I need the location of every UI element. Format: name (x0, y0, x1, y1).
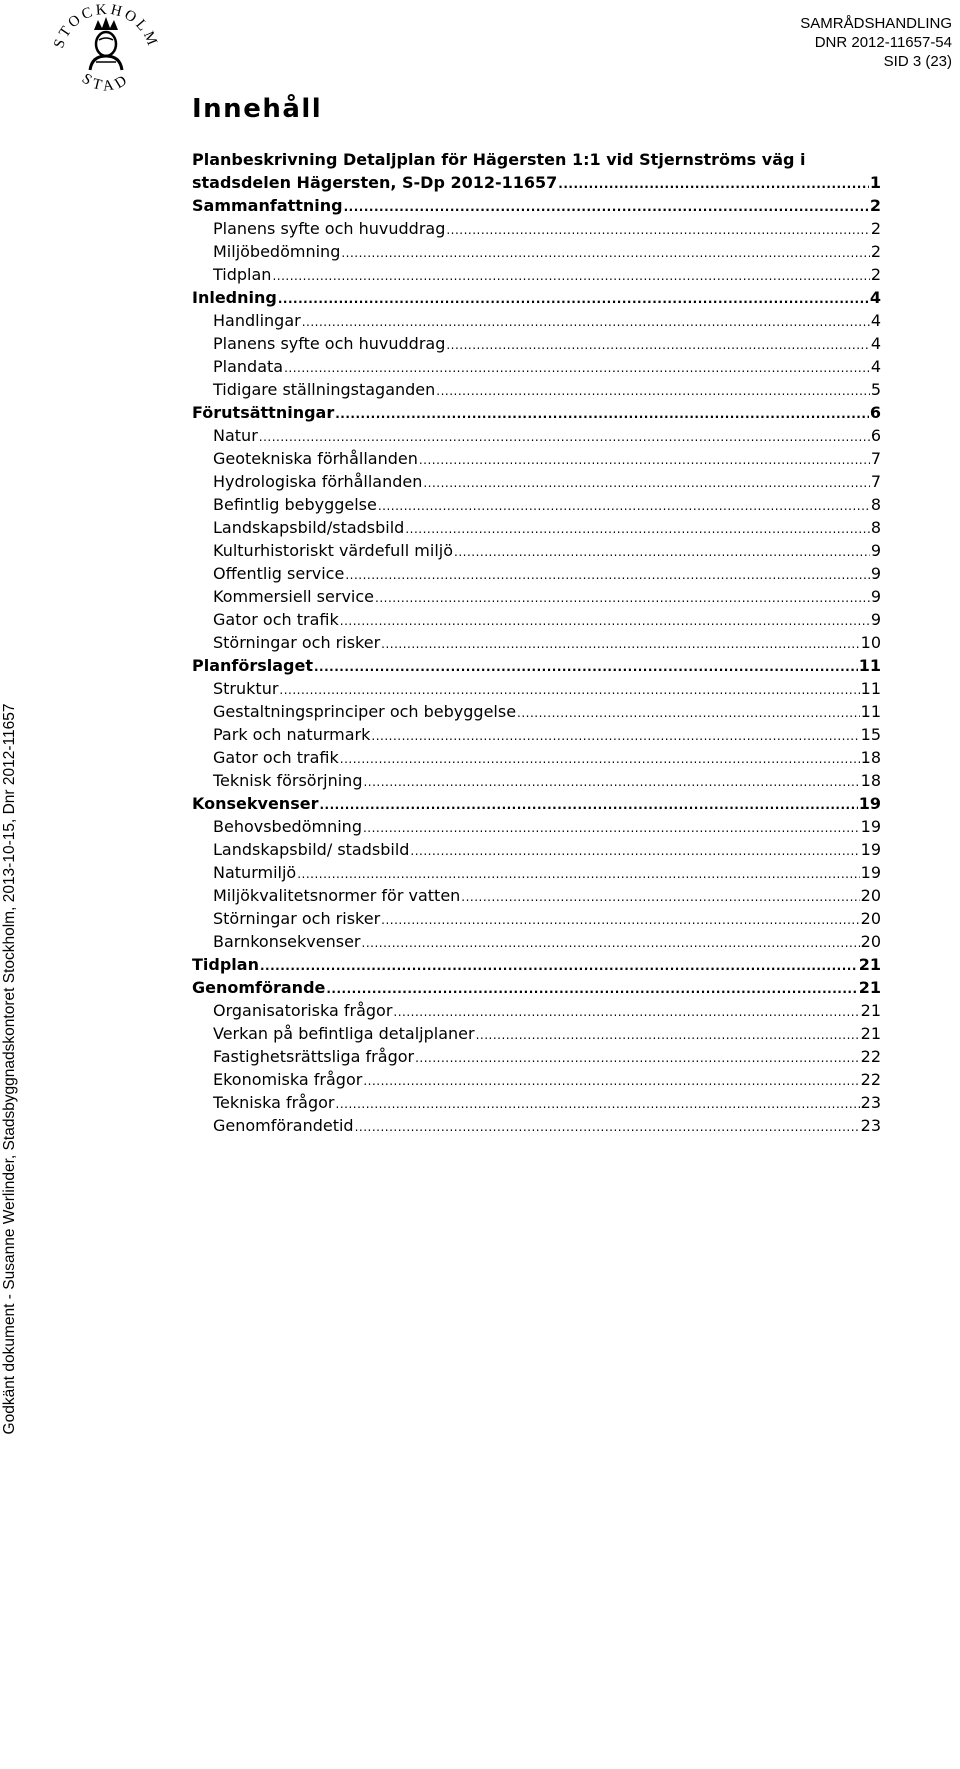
toc-leader-dots (345, 564, 869, 587)
toc-entry-label: Ekonomiska frågor (213, 1070, 363, 1089)
toc-leader-dots (362, 932, 860, 955)
toc-leader-dots (302, 311, 870, 334)
toc-entry-page: 20 (860, 886, 881, 905)
toc-entry[interactable] (192, 470, 881, 493)
toc-leader-dots (375, 587, 870, 610)
toc-entry-page: 4 (870, 311, 881, 330)
toc-entry[interactable] (192, 309, 881, 332)
toc-leader-dots (319, 794, 857, 817)
approval-stamp-text: Godkänt dokument - Susanne Werlinder, Stadsbyggnadskontoret Stockholm, 2013-10-15, Dnr 2012-11657 (1, 703, 18, 1435)
toc-entry[interactable] (192, 930, 881, 953)
toc-entry-page: 7 (870, 449, 881, 468)
toc-entry-page: 10 (860, 633, 881, 652)
toc-leader-dots (340, 610, 870, 633)
toc-entry-page: 2 (870, 219, 881, 238)
toc-entry-label: Genomförande (192, 978, 326, 997)
toc-entry-label: Befintlig bebyggelse (213, 495, 377, 514)
toc-leader-dots (284, 357, 870, 380)
toc-entry[interactable] (192, 194, 881, 217)
toc-entry-page: 20 (860, 932, 881, 951)
logo-bottom-text: STAD (78, 70, 134, 95)
toc-leader-dots (355, 1116, 860, 1139)
toc-entry[interactable] (192, 746, 881, 769)
document-type: SAMRÅDSHANDLING (800, 15, 952, 32)
toc-leader-dots (278, 288, 869, 311)
toc-entry[interactable] (192, 1022, 881, 1045)
toc-leader-dots (371, 725, 859, 748)
toc-entry[interactable] (192, 861, 881, 884)
toc-entry-page: 21 (858, 955, 881, 974)
toc-leader-dots (381, 909, 859, 932)
logo-seal-icon (50, 4, 162, 96)
toc-entry[interactable] (192, 286, 881, 309)
toc-entry-label: Gestaltningsprinciper och bebyggelse (213, 702, 517, 721)
toc-entry-page: 11 (860, 702, 881, 721)
toc-entry[interactable] (192, 562, 881, 585)
toc-leader-dots (393, 1001, 859, 1024)
toc-entry-page: 11 (858, 656, 881, 675)
toc-leader-dots (423, 472, 869, 495)
toc-leader-dots (297, 863, 859, 886)
toc-title-entry[interactable] (192, 171, 881, 194)
toc-entry[interactable] (192, 585, 881, 608)
toc-entry[interactable] (192, 332, 881, 355)
toc-entry-label: stadsdelen Hägersten, S-Dp 2012-11657 (192, 173, 558, 192)
toc-entry[interactable] (192, 608, 881, 631)
toc-entry-page: 19 (860, 840, 881, 859)
toc-entry-page: 6 (869, 403, 881, 422)
toc-entry-page: 21 (860, 1001, 881, 1020)
toc-entry-label: Miljöbedömning (213, 242, 341, 261)
toc-entry-label: Offentlig service (213, 564, 345, 583)
document-header (800, 14, 952, 71)
toc-entry-page: 20 (860, 909, 881, 928)
toc-entry[interactable] (192, 240, 881, 263)
toc-entry-label: Park och naturmark (213, 725, 371, 744)
toc-leader-dots (381, 633, 859, 656)
toc-leader-dots (410, 840, 859, 863)
toc-entry[interactable] (192, 884, 881, 907)
toc-leader-dots (446, 334, 869, 357)
toc-entry-page: 15 (860, 725, 881, 744)
toc-entry[interactable] (192, 999, 881, 1022)
toc-entry[interactable] (192, 677, 881, 700)
toc-entry[interactable] (192, 539, 881, 562)
toc-entry-label: Natur (213, 426, 258, 445)
toc-entry-page: 19 (860, 863, 881, 882)
toc-leader-dots (340, 748, 860, 771)
toc-entry[interactable] (192, 815, 881, 838)
toc-entry-label: Tidplan (213, 265, 272, 284)
toc-leader-dots (363, 1070, 859, 1093)
toc-entry[interactable] (192, 424, 881, 447)
toc-leader-dots (314, 656, 858, 679)
toc-entry[interactable] (192, 654, 881, 677)
toc-entry-page: 18 (860, 748, 881, 767)
toc-entry-label: Genomförandetid (213, 1116, 354, 1135)
toc-leader-dots (405, 518, 869, 541)
toc-entry[interactable] (192, 723, 881, 746)
toc-entry[interactable] (192, 355, 881, 378)
toc-leader-dots (363, 817, 860, 840)
toc-entry-label: Inledning (192, 288, 277, 307)
toc-leader-dots (378, 495, 870, 518)
toc-leader-dots (517, 702, 860, 725)
toc-leader-dots (363, 771, 859, 794)
toc-leader-dots (344, 196, 869, 219)
toc-entry-page: 9 (870, 610, 881, 629)
toc-entry-page: 4 (870, 334, 881, 353)
toc-entry[interactable] (192, 1091, 881, 1114)
toc-entry[interactable] (192, 631, 881, 654)
toc-entry-page: 11 (860, 679, 881, 698)
toc-entry-label: Kulturhistoriskt värdefull miljö (213, 541, 453, 560)
toc-entry-label: Fastighetsrättsliga frågor (213, 1047, 415, 1066)
toc-entry[interactable] (192, 263, 881, 286)
stockholm-stad-logo (50, 4, 162, 96)
toc-entry-label: Tidplan (192, 955, 259, 974)
toc-entry-page: 19 (860, 817, 881, 836)
toc-entry-label: Teknisk försörjning (213, 771, 363, 790)
toc-leader-dots (341, 242, 869, 265)
toc-entry-label: Landskapsbild/stadsbild (213, 518, 405, 537)
toc-leader-dots (259, 426, 870, 449)
toc-entry-page: 7 (870, 472, 881, 491)
toc-entry-label: Handlingar (213, 311, 301, 330)
toc-entry-label: Plandata (213, 357, 284, 376)
toc-entry-label: Landskapsbild/ stadsbild (213, 840, 410, 859)
toc-entry-page: 4 (869, 288, 881, 307)
toc-leader-dots (461, 886, 859, 909)
toc-entry-label: Konsekvenser (192, 794, 319, 813)
toc-entry-page: 8 (870, 518, 881, 537)
svg-text:STAD (79, 71, 133, 95)
toc-entry-page: 9 (870, 541, 881, 560)
toc-heading: Innehåll (192, 94, 323, 124)
toc-entry[interactable] (192, 976, 881, 999)
toc-entry-page: 9 (870, 587, 881, 606)
toc-entry[interactable] (192, 1045, 881, 1068)
toc-leader-dots (419, 449, 870, 472)
toc-entry-label: Planförslaget (192, 656, 313, 675)
toc-entry-page: 2 (870, 242, 881, 261)
toc-entry[interactable] (192, 447, 881, 470)
toc-leader-dots (326, 978, 857, 1001)
toc-entry-page: 2 (870, 265, 881, 284)
toc-entry-page: 22 (860, 1070, 881, 1089)
toc-entry-page: 9 (870, 564, 881, 583)
toc-entry-page: 23 (860, 1116, 881, 1135)
toc-leader-dots (454, 541, 870, 564)
toc-entry[interactable] (192, 838, 881, 861)
toc-entry[interactable] (192, 953, 881, 976)
toc-entry-page: 21 (860, 1024, 881, 1043)
toc-entry-page: 1 (869, 173, 881, 192)
toc-entry-label: Planens syfte och huvuddrag (213, 219, 446, 238)
logo-top-text: STOCKHOLM (51, 4, 161, 51)
toc-leader-dots (279, 679, 859, 702)
toc-entry[interactable] (192, 792, 881, 815)
toc-entry-label: Kommersiell service (213, 587, 374, 606)
toc-entry-page: 5 (870, 380, 881, 399)
toc-leader-dots (272, 265, 869, 288)
toc-entry[interactable] (192, 401, 881, 424)
toc-entry-label: Verkan på befintliga detaljplaner (213, 1024, 475, 1043)
toc-entry-label: Geotekniska förhållanden (213, 449, 418, 468)
toc-entry-label: Struktur (213, 679, 279, 698)
toc-entry[interactable] (192, 378, 881, 401)
toc-leader-dots (336, 1093, 860, 1116)
toc-entry-page: 21 (858, 978, 881, 997)
toc-title-line-1: Planbeskrivning Detaljplan för Hägersten 1:1 vid Stjernströms väg i (192, 150, 806, 169)
toc-entry-label: Miljökvalitetsnormer för vatten (213, 886, 461, 905)
toc-entry-label: Sammanfattning (192, 196, 343, 215)
toc-entry[interactable] (192, 1114, 881, 1137)
toc-entry-label: Behovsbedömning (213, 817, 362, 836)
toc-entry[interactable] (192, 700, 881, 723)
toc-entry-page: 8 (870, 495, 881, 514)
toc-entry-page: 22 (860, 1047, 881, 1066)
toc-entry-label: Gator och trafik (213, 748, 339, 767)
toc-entry-page: 23 (860, 1093, 881, 1112)
toc-entry-label: Planens syfte och huvuddrag (213, 334, 446, 353)
toc-entries (192, 194, 881, 1137)
document-dnr: DNR 2012-11657-54 (814, 34, 952, 51)
toc-leader-dots (476, 1024, 860, 1047)
toc-entry-label: Störningar och risker (213, 633, 381, 652)
toc-entry[interactable] (192, 1068, 881, 1091)
toc-entry-page: 4 (870, 357, 881, 376)
toc-entry[interactable] (192, 516, 881, 539)
toc-entry-label: Förutsättningar (192, 403, 335, 422)
toc-entry-page: 18 (860, 771, 881, 790)
toc-leader-dots (446, 219, 869, 242)
toc-entry-page: 2 (869, 196, 881, 215)
table-of-contents (192, 148, 881, 1137)
toc-leader-dots (260, 955, 858, 978)
page-indicator: SID 3 (23) (883, 53, 952, 70)
toc-leader-dots (436, 380, 870, 403)
toc-entry-label: Organisatoriska frågor (213, 1001, 393, 1020)
toc-entry-page: 6 (870, 426, 881, 445)
toc-entry-label: Tidigare ställningstaganden (213, 380, 436, 399)
toc-entry-label: Hydrologiska förhållanden (213, 472, 423, 491)
toc-leader-dots (415, 1047, 860, 1070)
toc-leader-dots (558, 173, 869, 196)
toc-entry-label: Gator och trafik (213, 610, 339, 629)
toc-entry-label: Tekniska frågor (213, 1093, 335, 1112)
toc-entry[interactable] (192, 769, 881, 792)
toc-entry[interactable] (192, 217, 881, 240)
toc-entry-page: 19 (858, 794, 881, 813)
toc-entry-label: Naturmiljö (213, 863, 297, 882)
toc-entry[interactable] (192, 493, 881, 516)
toc-entry-label: Barnkonsekvenser (213, 932, 361, 951)
toc-entry-label: Störningar och risker (213, 909, 381, 928)
toc-leader-dots (335, 403, 869, 426)
toc-entry[interactable] (192, 907, 881, 930)
